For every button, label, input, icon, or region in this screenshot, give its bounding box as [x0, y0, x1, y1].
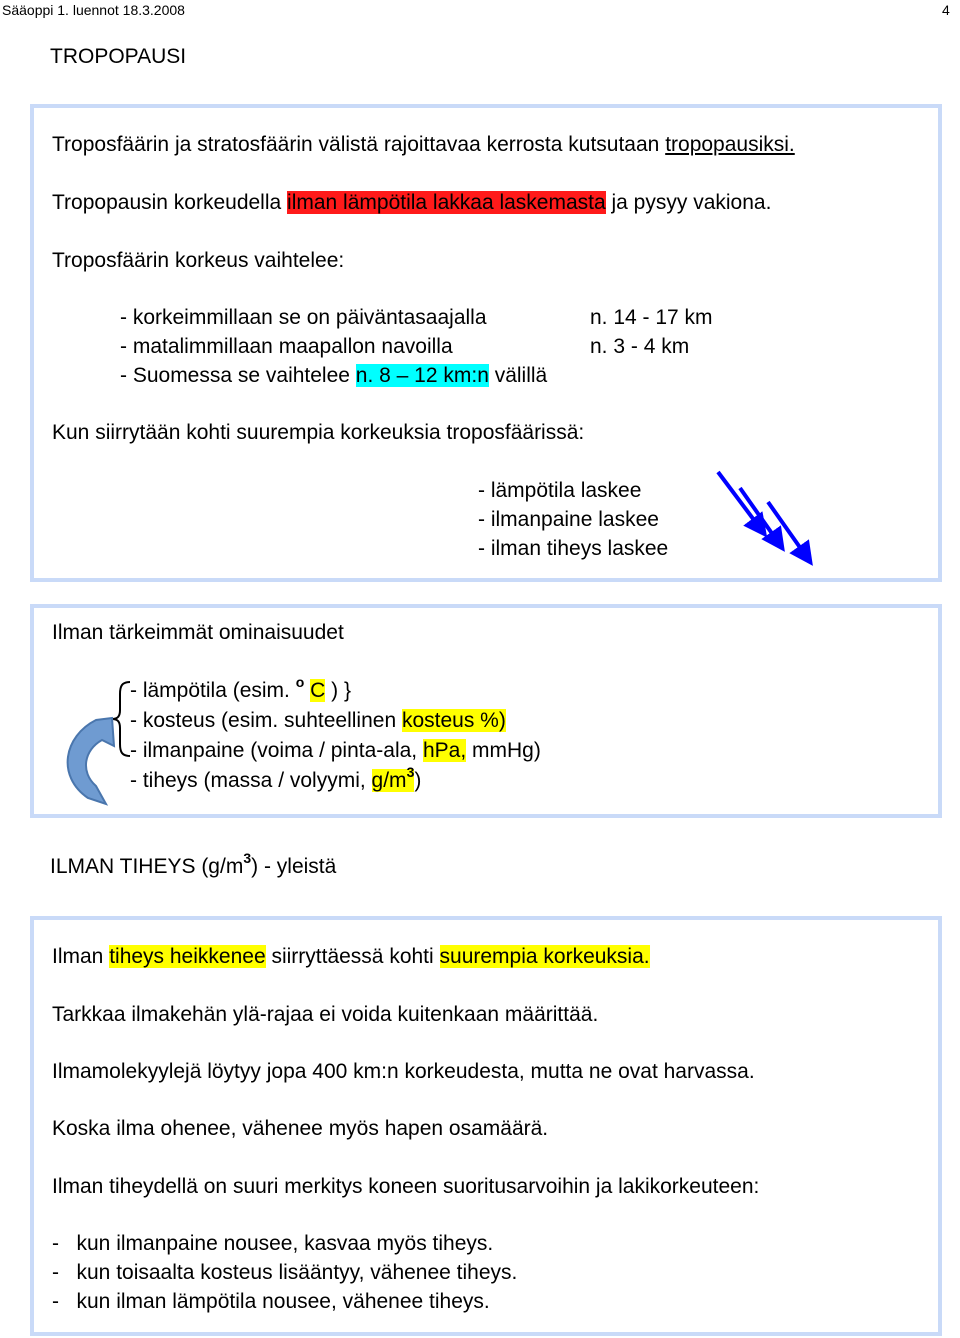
sentence-start: Tropopausin korkeudella: [52, 191, 288, 214]
tropopause-term: tropopausiksi.: [665, 133, 795, 156]
tropopause-definition: [52, 132, 795, 158]
density-text: - tiheys (massa / volyymi,: [130, 769, 372, 792]
height-poles-value: n. 3 - 4 km: [590, 335, 690, 358]
finland-label: - Suomessa se vaihtelee: [120, 364, 356, 387]
degree-symbol: o: [295, 674, 305, 690]
definition-text: Troposfäärin ja stratosfäärin välistä rajoittavaa kerrosta kutsutaan: [52, 133, 666, 156]
height-poles-label: - matalimmillaan maapallon navoilla: [120, 335, 453, 358]
page-number: 4: [942, 2, 950, 18]
highlight-hpa: hPa,: [422, 739, 467, 762]
highlight-humidity: kosteus %): [401, 709, 506, 732]
header-left: Sääoppi 1. luennot 18.3.2008: [2, 2, 185, 18]
sentence-middle: siirryttäessä kohti: [265, 945, 440, 968]
density-heading-text: ILMAN TIHEYS (g/m: [50, 855, 244, 878]
sentence-end: ja pysyy vakiona.: [605, 191, 772, 214]
section-title-tropopause: TROPOPAUSI: [50, 45, 187, 68]
density-heading: [50, 850, 337, 880]
pressure-text: - ilmanpaine (voima / pinta-ala,: [130, 739, 423, 762]
density-heading-exponent: 3: [243, 850, 252, 866]
sentence-start: Ilman: [52, 945, 110, 968]
height-equator-label: - korkeimmillaan se on päiväntasaajalla: [120, 306, 487, 329]
density-box: [30, 916, 942, 1336]
density-suffix: ): [414, 769, 422, 792]
density-decrease-sentence: [52, 944, 650, 970]
highlight-density-unit: [371, 764, 415, 792]
bullet-temperature: - kun ilman lämpötila nousee, vähenee tiheys.: [52, 1290, 490, 1313]
bullet-pressure: - kun ilmanpaine nousee, kasvaa myös tiheys.: [52, 1232, 494, 1255]
property-pressure: [130, 738, 541, 764]
bullet-humidity: - kun toisaalta kosteus lisääntyy, vähenee tiheys.: [52, 1261, 518, 1284]
humidity-text: - kosteus (esim. suhteellinen: [130, 709, 402, 732]
effect-pressure: - ilmanpaine laskee: [478, 508, 659, 531]
finland-suffix: välillä: [488, 364, 548, 387]
height-equator-value: n. 14 - 17 km: [590, 306, 713, 329]
arrow-pressure-icon: [740, 488, 778, 542]
upper-limit-sentence: Tarkkaa ilmakehän ylä-rajaa ei voida kuitenkaan määrittää.: [52, 1003, 599, 1026]
property-temperature: [130, 674, 351, 704]
highlight-density-weakens: tiheys heikkenee: [109, 945, 266, 968]
air-properties-box: [30, 604, 942, 818]
property-humidity: [130, 708, 506, 734]
property-density: [130, 764, 422, 794]
density-unit-base: g/m: [371, 769, 407, 792]
density-heading-suffix: ) - yleistä: [251, 855, 337, 878]
tropopause-box: [30, 104, 942, 582]
molecules-sentence: Ilmamolekyylejä löytyy jopa 400 km:n korkeudesta, mutta ne ovat harvassa.: [52, 1060, 755, 1083]
arrow-density-icon: [768, 502, 806, 556]
effect-density: - ilman tiheys laskee: [478, 537, 669, 560]
highlight-higher-altitudes: suurempia korkeuksia.: [439, 945, 650, 968]
temperature-text: - lämpötila (esim.: [130, 679, 296, 702]
pressure-suffix: mmHg): [466, 739, 541, 762]
highlight-celsius: C: [310, 679, 326, 702]
effect-temperature: - lämpötila laskee: [478, 479, 642, 502]
troposphere-height-intro: Troposfäärin korkeus vaihtelee:: [52, 249, 345, 272]
temperature-constant-sentence: [52, 190, 771, 216]
arrow-temperature-icon: [718, 472, 760, 528]
air-properties-title: Ilman tärkeimmät ominaisuudet: [52, 621, 344, 644]
density-unit-exponent: 3: [406, 764, 415, 780]
aircraft-performance-sentence: Ilman tiheydellä on suuri merkitys koneen suoritusarvoihin ja lakikorkeuteen:: [52, 1175, 760, 1198]
highlight-finland-range: n. 8 – 12 km:n: [355, 364, 489, 387]
temperature-suffix: ) }: [325, 679, 351, 702]
height-finland: [120, 363, 547, 389]
oxygen-sentence: Koska ilma ohenee, vähenee myös hapen osamäärä.: [52, 1117, 549, 1140]
altitude-effects-intro: Kun siirrytään kohti suurempia korkeuksia troposfäärissä:: [52, 421, 585, 444]
decreasing-arrows-icon: [714, 468, 834, 568]
highlight-temperature-stops: ilman lämpötila lakkaa laskemasta: [287, 191, 606, 214]
